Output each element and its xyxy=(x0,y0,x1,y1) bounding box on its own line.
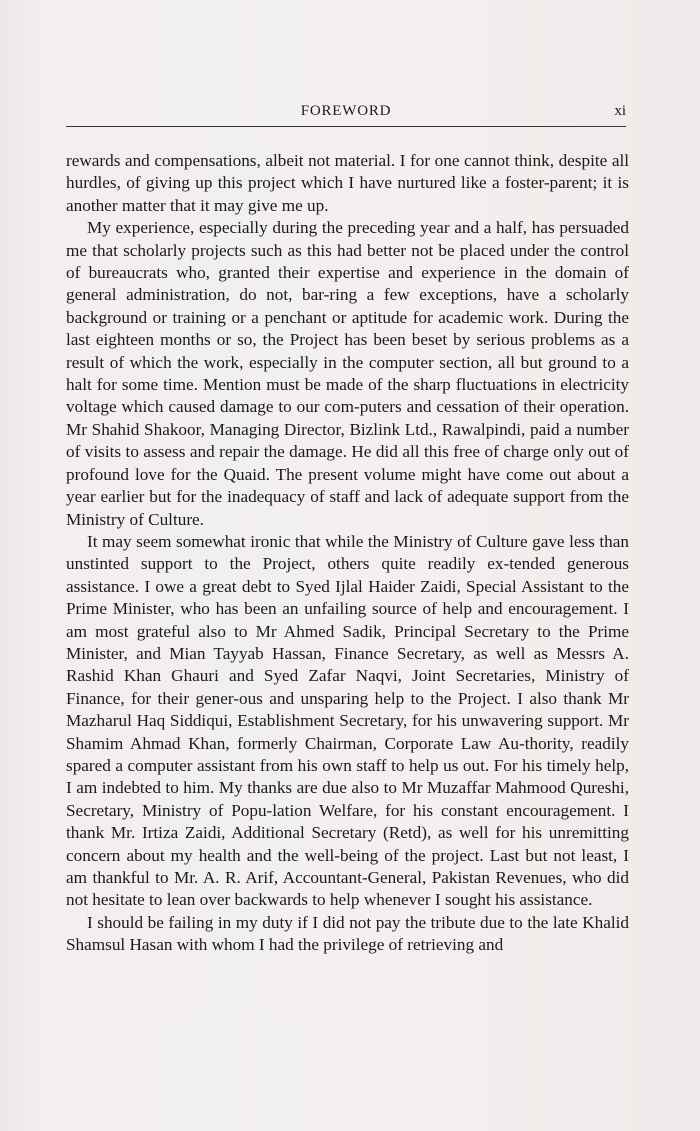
running-header xyxy=(66,103,626,127)
page-number: xi xyxy=(614,103,626,119)
paragraph-acknowledgements: It may seem somewhat ironic that while the Ministry of Culture gave less than unstinted support to the Project, others quite readily ex-tended generous assistance. I owe a great debt to Syed Ijlal Haider Zaidi, Special Assistant to the Prime Minister, who has been an unfailing source of help and encouragement. I am most grateful also to Mr Ahmed Sadik, Principal Secretary to the Prime Minister, and Mian Tayyab Hassan, Finance Secretary, as well as Messrs A. Rashid Khan Ghauri and Syed Zafar Naqvi, Joint Secretaries, Ministry of Finance, for their gener-ous and unsparing help to the Project. I also thank Mr Mazharul Haq Siddiqui, Establishment Secretary, for his unwavering support. Mr Shamim Ahmad Khan, formerly Chairman, Corporate Law Au-thority, readily spared a computer assistant from his own staff to help us out. For his timely help, I am indebted to him. My thanks are due also to Mr Muzaffar Mahmood Qureshi, Secretary, Ministry of Popu-lation Welfare, for his constant encouragement. I thank Mr. Irtiza Zaidi, Additional Secretary (Retd), as well for his unremitting concern about my health and the well-being of the project. Last but not least, I am thankful to Mr. A. R. Arif, Accountant-General, Pakistan Revenues, who did not hesitate to lean over backwards to help whenever I sought his assistance. xyxy=(66,531,629,910)
running-header-title: FOREWORD xyxy=(300,103,392,119)
header-rule xyxy=(66,126,626,127)
body-text xyxy=(66,150,629,957)
paragraph-tribute: I should be failing in my duty if I did not pay the tribute due to the late Khalid Shamsul Hasan with whom I had the privilege of retrieving and xyxy=(66,912,629,955)
paragraph-experience: My experience, especially during the preceding year and a half, has persuaded me that scholarly projects such as this had better not be placed under the control of bureaucrats who, granted their expertise and experience in the domain of general administration, do not, bar-ring a few exceptions, have a scholarly background or training or a penchant or aptitude for academic work. During the last eighteen months or so, the Project has been beset by serious problems as a result of which the work, especially in the computer section, all but ground to a halt for some time. Mention must be made of the sharp fluctuations in electricity voltage which caused damage to our com-puters and cessation of their operation. Mr Shahid Shakoor, Managing Director, Bizlink Ltd., Rawalpindi, paid a number of visits to assess and repair the damage. He did all this free of charge only out of profound love for the Quaid. The present volume might have come out about a year earlier but for the inadequacy of staff and lack of adequate support from the Ministry of Culture. xyxy=(66,218,629,529)
paragraph-continuation: rewards and compensations, albeit not material. I for one cannot think, despite all hurdles, of giving up this project which I have nurtured like a foster-parent; it is another matter that it may give me up. xyxy=(66,151,629,215)
